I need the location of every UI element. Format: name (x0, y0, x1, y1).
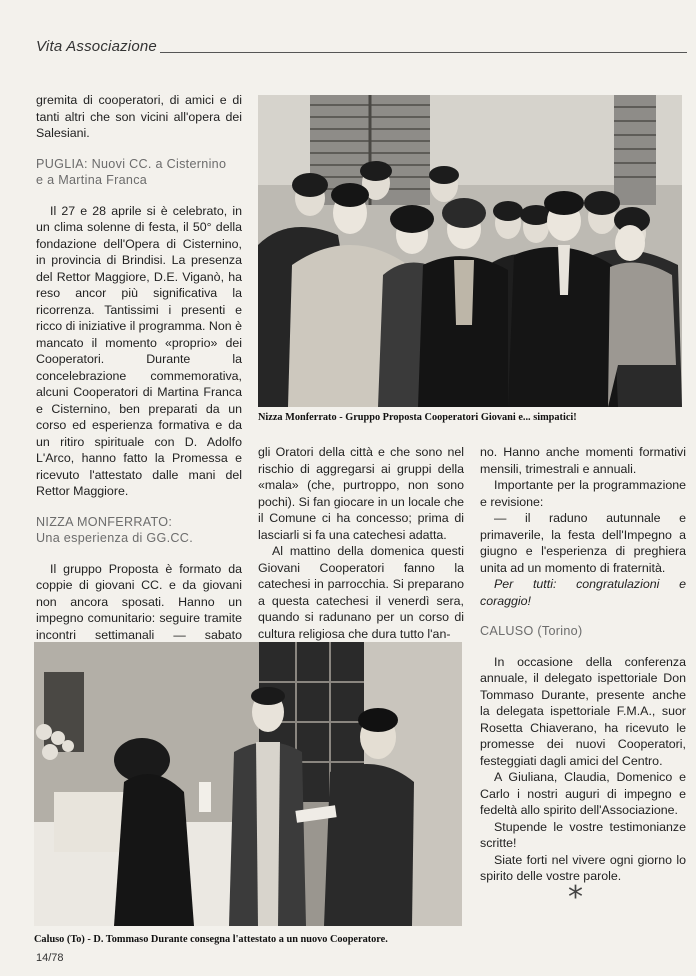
caluso-photo-caption: Caluso (To) - D. Tommaso Durante consegna l'attestato a un nuovo Cooperatore. (34, 934, 388, 945)
nizza-group-photo (258, 95, 682, 407)
caluso-para-4: Siate forti nel vivere ogni giorno lo spirito delle vostre parole. (480, 852, 686, 883)
nizza-photo-caption: Nizza Monferrato - Gruppo Proposta Cooperatori Giovani e... simpatici! (258, 412, 577, 423)
caluso-para-3: Stupende le vostre testimonianze scritte! (480, 819, 686, 850)
caluso-para-1: In occasione della conferenza annuale, il delegato ispettoriale Don Tommaso Durante, presente anche la delegata ispettoriale F.M.A., suor Rosetta Chiaverano, ha ricevuto le promesse dei nuovi Cooperatori, festeggiati dagli amici del Centro. (480, 654, 686, 768)
caluso-heading: CALUSO (Torino) (480, 624, 583, 638)
nizza-heading-line-1: NIZZA MONFERRATO: (36, 514, 173, 529)
nizza-continued-para-2: Al mattino della domenica questi Giovani Cooperatori fanno la catechesi in parrocchia. Si preparano a questa catechesi il venerdì sera, quando si radunano per un corso di cultura religiosa che dura tutto l'an- (258, 544, 464, 641)
nizza-closing-line: Per tutti: congratulazioni e coraggio! (480, 577, 686, 608)
intro-paragraph: gremita di cooperatori, di amici e di tanti altri che son vicini all'opera dei Salesiani. (36, 93, 242, 140)
page-number: 14/78 (36, 952, 64, 964)
puglia-article-body: Il 27 e 28 aprile si è celebrato, in un clima solenne di festa, il 50° della fondazione dell'Opera di Cisternino, in provincia di Brindisi. La presenza del Rettor Maggiore, D.E. Viganò, ha reso ancor più significativa la ricorrenza. Tantissimi i presenti e ricco di iniziative il programma. Non è mancato il momento «proprio» dei Cooperatori. Durante la concelebrazione commemorativa, alcuni Cooperatori di Martina Franca e Cisternino, ben preparati da un corso ed esperienza formativa e da un ritiro spirituale con D. Adolfo L'Arco, hanno fatto la Promessa e ricevuto l'attestato dalle mani del Rettor Maggiore. (36, 203, 242, 498)
nizza-continued-para-1: gli Oratori della città e che sono nel rischio di aggregarsi ai gruppi della «mala» (che, purtroppo, non sono pochi). Si fan giocare in un locale che il Comune ci ha concesso; prima di lasciarli si fa una catechesi adatta. (258, 445, 464, 542)
nizza-heading-line-2: Una esperienza di GG.CC. (36, 531, 193, 545)
puglia-heading-line-2: e a Martina Franca (36, 173, 148, 187)
caluso-ceremony-photo-drawing (34, 642, 462, 926)
nizza-continued-para-5: — il raduno autunnale e primaverile, la festa dell'Impegno a giugno e l'esperienza di preghiera unita ad un momento di fraternità. (480, 511, 686, 575)
puglia-heading-line-1: PUGLIA: Nuovi CC. a Cisternino (36, 156, 227, 171)
caluso-ceremony-photo (34, 642, 462, 926)
column-2 (258, 444, 464, 642)
nizza-continued-para-4: Importante per la programmazione e revisione: (480, 478, 686, 509)
header-rule (160, 52, 687, 53)
nizza-article-body: Il gruppo Proposta è formato da coppie di giovani CC. e da giovani non ancora sposati. Hanno un impegno comunitario: seguire tramite incontri settimanali — sabato (36, 561, 242, 642)
column-1 (36, 92, 242, 693)
nizza-group-photo-drawing (258, 95, 682, 407)
ornament-asterisk: * (568, 880, 583, 915)
nizza-continued-para-3: no. Hanno anche momenti formativi mensili, trimestrali e annuali. (480, 445, 686, 476)
section-title: Vita Associazione (36, 38, 157, 55)
caluso-para-2: A Giuliana, Claudia, Domenico e Carlo i nostri auguri di impegno e fedeltà allo spirito dell'Associazione. (480, 770, 686, 817)
column-3 (480, 444, 686, 885)
